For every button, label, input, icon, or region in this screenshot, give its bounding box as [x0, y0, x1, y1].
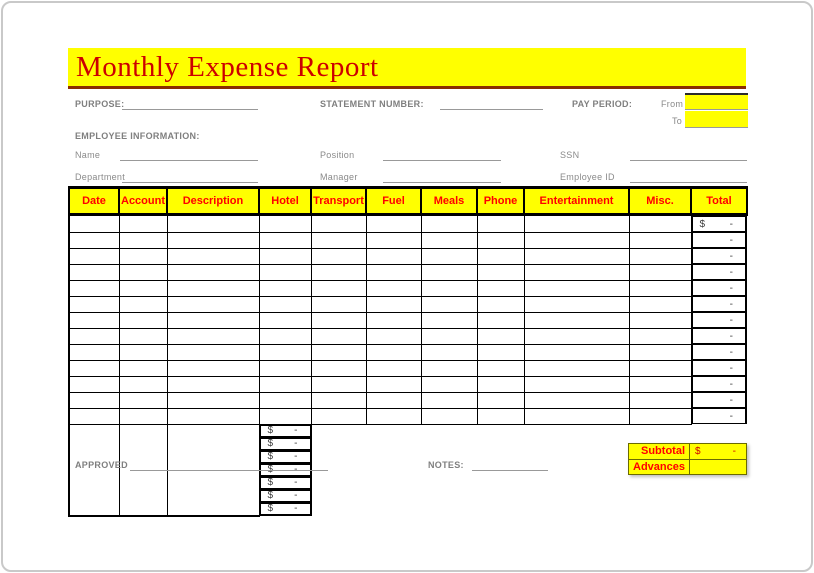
- expense-cell-meals[interactable]: [421, 360, 477, 376]
- expense-cell-account[interactable]: [119, 280, 167, 296]
- currency-symbol: $: [267, 425, 274, 436]
- expense-cell-hotel[interactable]: [259, 264, 311, 280]
- expense-cell-account[interactable]: [119, 392, 167, 408]
- expense-cell-misc[interactable]: [629, 280, 691, 296]
- expense-cell-phone[interactable]: [477, 215, 524, 233]
- expense-cell-fuel[interactable]: [366, 232, 421, 248]
- expense-cell-transport[interactable]: [311, 328, 366, 344]
- expense-cell-fuel[interactable]: [366, 376, 421, 392]
- expense-cell-description[interactable]: [167, 296, 259, 312]
- expense-row: [69, 408, 747, 424]
- expense-cell-fuel[interactable]: [366, 296, 421, 312]
- expense-cell-hotel[interactable]: [259, 376, 311, 392]
- expense-cell-entertainment[interactable]: [524, 392, 629, 408]
- expense-cell-phone[interactable]: [477, 392, 524, 408]
- expense-cell-description[interactable]: [167, 408, 259, 424]
- currency-symbol: $: [699, 218, 706, 230]
- department-input[interactable]: [122, 170, 258, 183]
- advances-label: Advances: [628, 459, 690, 475]
- pay-period-label: PAY PERIOD:: [572, 99, 633, 109]
- expense-cell-fuel[interactable]: [366, 360, 421, 376]
- expense-cell-entertainment[interactable]: [524, 376, 629, 392]
- row-total-cell: [692, 344, 748, 360]
- amount-placeholder: -: [729, 410, 733, 422]
- expense-cell-fuel[interactable]: [366, 248, 421, 264]
- expense-row: [69, 248, 747, 264]
- expense-cell-transport[interactable]: [311, 296, 366, 312]
- expense-row: [69, 215, 747, 233]
- expense-cell-meals[interactable]: [421, 248, 477, 264]
- expense-cell-date[interactable]: [69, 408, 119, 424]
- expense-cell-meals[interactable]: [421, 312, 477, 328]
- expense-cell-phone[interactable]: [477, 344, 524, 360]
- employee-id-label: Employee ID: [560, 172, 615, 182]
- expense-cell-date[interactable]: [69, 296, 119, 312]
- column-header-meals: Meals: [421, 188, 477, 215]
- amount-placeholder: -: [729, 378, 733, 390]
- row-total-cell: [692, 232, 748, 248]
- amount-placeholder: -: [294, 451, 298, 462]
- expense-cell-hotel[interactable]: [259, 408, 311, 424]
- expense-cell-transport[interactable]: [311, 215, 366, 233]
- expense-cell-entertainment[interactable]: [524, 232, 629, 248]
- expense-row: [69, 264, 747, 280]
- row-total-cell: [692, 264, 748, 280]
- expense-cell-date[interactable]: [69, 232, 119, 248]
- expense-cell-entertainment[interactable]: [524, 280, 629, 296]
- column-header-entertainment: Entertainment: [524, 188, 629, 215]
- amount-placeholder: -: [729, 266, 733, 278]
- expense-cell-account[interactable]: [119, 360, 167, 376]
- expense-cell-fuel[interactable]: [366, 392, 421, 408]
- expense-cell-fuel[interactable]: [366, 328, 421, 344]
- expense-cell-hotel[interactable]: [259, 344, 311, 360]
- ssn-label: SSN: [560, 150, 580, 160]
- expense-cell-meals[interactable]: [421, 296, 477, 312]
- expense-cell-hotel[interactable]: [259, 296, 311, 312]
- expense-cell-entertainment[interactable]: [524, 296, 629, 312]
- sum-cell-misc: [260, 503, 311, 516]
- expense-cell-date[interactable]: [69, 360, 119, 376]
- amount-placeholder: -: [294, 464, 298, 475]
- expense-cell-description[interactable]: [167, 344, 259, 360]
- expense-cell-transport[interactable]: [311, 232, 366, 248]
- expense-cell-phone[interactable]: [477, 264, 524, 280]
- amount-placeholder: -: [729, 250, 733, 262]
- subtotal-value-cell: [690, 443, 747, 459]
- expense-cell-misc[interactable]: [629, 248, 691, 264]
- purpose-input[interactable]: [122, 97, 258, 110]
- expense-cell-misc[interactable]: [629, 360, 691, 376]
- currency-symbol: $: [267, 490, 274, 501]
- expense-cell-phone[interactable]: [477, 328, 524, 344]
- expense-cell-phone[interactable]: [477, 232, 524, 248]
- expense-cell-transport[interactable]: [311, 312, 366, 328]
- expense-cell-transport[interactable]: [311, 376, 366, 392]
- expense-cell-fuel[interactable]: [366, 344, 421, 360]
- name-input[interactable]: [120, 148, 258, 161]
- expense-cell-account[interactable]: [119, 408, 167, 424]
- expense-row: [69, 296, 747, 312]
- expense-cell-fuel[interactable]: [366, 264, 421, 280]
- expense-cell-entertainment[interactable]: [524, 312, 629, 328]
- expense-cell-phone[interactable]: [477, 248, 524, 264]
- amount-placeholder: -: [729, 298, 733, 310]
- manager-input[interactable]: [383, 170, 501, 183]
- expense-cell-description[interactable]: [167, 312, 259, 328]
- expense-cell-transport[interactable]: [311, 248, 366, 264]
- amount-placeholder: -: [729, 234, 733, 246]
- column-header-date: Date: [69, 188, 119, 215]
- expense-cell-account[interactable]: [119, 328, 167, 344]
- expense-cell-hotel[interactable]: [259, 312, 311, 328]
- expense-cell-phone[interactable]: [477, 296, 524, 312]
- expense-cell-phone[interactable]: [477, 280, 524, 296]
- amount-placeholder: -: [294, 477, 298, 488]
- expense-cell-meals[interactable]: [421, 392, 477, 408]
- column-header-total: Total: [691, 188, 747, 215]
- expense-cell-meals[interactable]: [421, 328, 477, 344]
- position-label: Position: [320, 150, 355, 160]
- expense-row: [69, 280, 747, 296]
- row-total-cell: [692, 392, 748, 408]
- subtotal-label: Subtotal: [628, 443, 690, 459]
- expense-cell-description[interactable]: [167, 232, 259, 248]
- expense-cell-phone[interactable]: [477, 360, 524, 376]
- expense-cell-transport[interactable]: [311, 392, 366, 408]
- row-total-cell: [692, 328, 748, 344]
- expense-cell-entertainment[interactable]: [524, 408, 629, 424]
- row-total-cell: [692, 216, 748, 232]
- column-header-description: Description: [167, 188, 259, 215]
- expense-cell-entertainment[interactable]: [524, 248, 629, 264]
- expense-cell-meals[interactable]: [421, 215, 477, 233]
- amount-placeholder: -: [294, 425, 298, 436]
- expense-cell-account[interactable]: [119, 264, 167, 280]
- expense-cell-description[interactable]: [167, 215, 259, 233]
- amount-placeholder: -: [729, 314, 733, 326]
- subtotal-row: [628, 443, 747, 459]
- expense-cell-transport[interactable]: [311, 360, 366, 376]
- expense-cell-entertainment[interactable]: [524, 215, 629, 233]
- expense-cell-date[interactable]: [69, 264, 119, 280]
- expense-cell-description[interactable]: [167, 280, 259, 296]
- column-header-fuel: Fuel: [366, 188, 421, 215]
- expense-cell-hotel[interactable]: [259, 392, 311, 408]
- amount-placeholder: -: [294, 438, 298, 449]
- statement-number-input[interactable]: [440, 97, 543, 110]
- expense-cell-transport[interactable]: [311, 280, 366, 296]
- expense-cell-description[interactable]: [167, 328, 259, 344]
- sum-cell-phone: [260, 477, 311, 490]
- expense-cell-description[interactable]: [167, 248, 259, 264]
- expense-cell-entertainment[interactable]: [524, 360, 629, 376]
- position-input[interactable]: [383, 148, 501, 161]
- expense-cell-hotel[interactable]: [259, 280, 311, 296]
- expense-cell-account[interactable]: [119, 232, 167, 248]
- expense-cell-entertainment[interactable]: [524, 328, 629, 344]
- expense-cell-phone[interactable]: [477, 376, 524, 392]
- row-total-cell: [692, 280, 748, 296]
- expense-cell-hotel[interactable]: [259, 232, 311, 248]
- expense-cell-misc[interactable]: [629, 376, 691, 392]
- row-total-cell: [692, 296, 748, 312]
- department-label: Department: [75, 172, 126, 182]
- subtotal-currency: $: [695, 446, 701, 457]
- expense-cell-transport[interactable]: [311, 344, 366, 360]
- expense-cell-fuel[interactable]: [366, 408, 421, 424]
- row-total-cell: [692, 248, 748, 264]
- expense-cell-account[interactable]: [119, 215, 167, 233]
- ssn-input[interactable]: [630, 148, 747, 161]
- currency-symbol: $: [267, 503, 274, 514]
- expense-cell-date[interactable]: [69, 392, 119, 408]
- expense-cell-misc[interactable]: [629, 328, 691, 344]
- expense-row: [69, 392, 747, 408]
- expense-row: [69, 344, 747, 360]
- amount-placeholder: -: [729, 218, 733, 230]
- expense-cell-date[interactable]: [69, 312, 119, 328]
- expense-row: [69, 232, 747, 248]
- summary-block: [628, 443, 747, 475]
- page-title: Monthly Expense Report: [76, 50, 379, 83]
- advances-row: [628, 459, 747, 475]
- expense-cell-account[interactable]: [119, 248, 167, 264]
- expense-cell-hotel[interactable]: [259, 360, 311, 376]
- expense-cell-meals[interactable]: [421, 232, 477, 248]
- expense-cell-fuel[interactable]: [366, 280, 421, 296]
- expense-row: [69, 328, 747, 344]
- expense-cell-hotel[interactable]: [259, 215, 311, 233]
- expense-cell-misc[interactable]: [629, 296, 691, 312]
- expense-cell-account[interactable]: [119, 344, 167, 360]
- row-total-cell: [692, 408, 748, 424]
- pay-period-from-input[interactable]: [685, 93, 748, 110]
- expense-cell-date[interactable]: [69, 248, 119, 264]
- expense-cell-entertainment[interactable]: [524, 264, 629, 280]
- expense-cell-description[interactable]: [167, 360, 259, 376]
- amount-placeholder: -: [729, 394, 733, 406]
- expense-cell-misc[interactable]: [629, 344, 691, 360]
- expense-cell-meals[interactable]: [421, 408, 477, 424]
- expense-cell-description[interactable]: [167, 392, 259, 408]
- to-label: To: [672, 116, 683, 126]
- expense-cell-misc[interactable]: [629, 215, 691, 233]
- expense-row: [69, 360, 747, 376]
- expense-cell-phone[interactable]: [477, 312, 524, 328]
- employee-id-input[interactable]: [630, 170, 747, 183]
- currency-symbol: $: [267, 477, 274, 488]
- approved-label: APPROVED: [75, 460, 128, 470]
- expense-cell-hotel[interactable]: [259, 248, 311, 264]
- expense-cell-meals[interactable]: [421, 280, 477, 296]
- expense-row: [69, 376, 747, 392]
- currency-symbol: $: [267, 438, 274, 449]
- notes-label: NOTES:: [428, 460, 464, 470]
- expense-cell-misc[interactable]: [629, 408, 691, 424]
- expense-cell-fuel[interactable]: [366, 312, 421, 328]
- expense-cell-meals[interactable]: [421, 376, 477, 392]
- expense-cell-entertainment[interactable]: [524, 344, 629, 360]
- row-total-cell: [692, 312, 748, 328]
- expense-cell-transport[interactable]: [311, 408, 366, 424]
- title-banner: [68, 48, 746, 89]
- expense-cell-account[interactable]: [119, 376, 167, 392]
- expense-row: [69, 312, 747, 328]
- column-header-transport: Transport: [311, 188, 366, 215]
- expense-cell-misc[interactable]: [629, 392, 691, 408]
- currency-symbol: $: [267, 451, 274, 462]
- statement-number-label: STATEMENT NUMBER:: [320, 99, 424, 109]
- advances-input[interactable]: [690, 459, 747, 475]
- approved-signature-input[interactable]: [130, 458, 328, 471]
- expense-cell-description[interactable]: [167, 264, 259, 280]
- expense-cell-phone[interactable]: [477, 408, 524, 424]
- amount-placeholder: -: [294, 490, 298, 501]
- expense-cell-account[interactable]: [119, 312, 167, 328]
- amount-placeholder: -: [729, 362, 733, 374]
- expense-cell-date[interactable]: [69, 280, 119, 296]
- manager-label: Manager: [320, 172, 358, 182]
- sum-cell-transport: [260, 438, 311, 451]
- expense-cell-meals[interactable]: [421, 264, 477, 280]
- amount-placeholder: -: [294, 503, 298, 514]
- expense-cell-description[interactable]: [167, 376, 259, 392]
- currency-symbol: $: [267, 464, 274, 475]
- name-label: Name: [75, 150, 101, 160]
- subtotal-amount: -: [732, 446, 736, 457]
- expense-cell-date[interactable]: [69, 376, 119, 392]
- employee-info-section-label: EMPLOYEE INFORMATION:: [75, 131, 200, 141]
- expense-cell-transport[interactable]: [311, 264, 366, 280]
- sum-cell-hotel: [260, 425, 311, 438]
- expense-cell-misc[interactable]: [629, 232, 691, 248]
- expense-cell-hotel[interactable]: [259, 328, 311, 344]
- expense-cell-fuel[interactable]: [366, 215, 421, 233]
- sum-cell-entertainment: [260, 490, 311, 503]
- expense-cell-date[interactable]: [69, 328, 119, 344]
- column-header-phone: Phone: [477, 188, 524, 215]
- expense-cell-misc[interactable]: [629, 312, 691, 328]
- column-header-hotel: Hotel: [259, 188, 311, 215]
- pay-period-to-input[interactable]: [685, 111, 748, 128]
- amount-placeholder: -: [729, 346, 733, 358]
- expense-cell-meals[interactable]: [421, 344, 477, 360]
- column-header-misc: Misc.: [629, 188, 691, 215]
- row-total-cell: [692, 376, 748, 392]
- expense-cell-date[interactable]: [69, 215, 119, 233]
- row-total-cell: [692, 360, 748, 376]
- expense-cell-date[interactable]: [69, 344, 119, 360]
- expense-cell-account[interactable]: [119, 296, 167, 312]
- column-header-account: Account: [119, 188, 167, 215]
- purpose-label: PURPOSE:: [75, 99, 125, 109]
- amount-placeholder: -: [729, 282, 733, 294]
- expense-cell-misc[interactable]: [629, 264, 691, 280]
- notes-input[interactable]: [472, 458, 548, 471]
- from-label: From: [661, 99, 684, 109]
- amount-placeholder: -: [729, 330, 733, 342]
